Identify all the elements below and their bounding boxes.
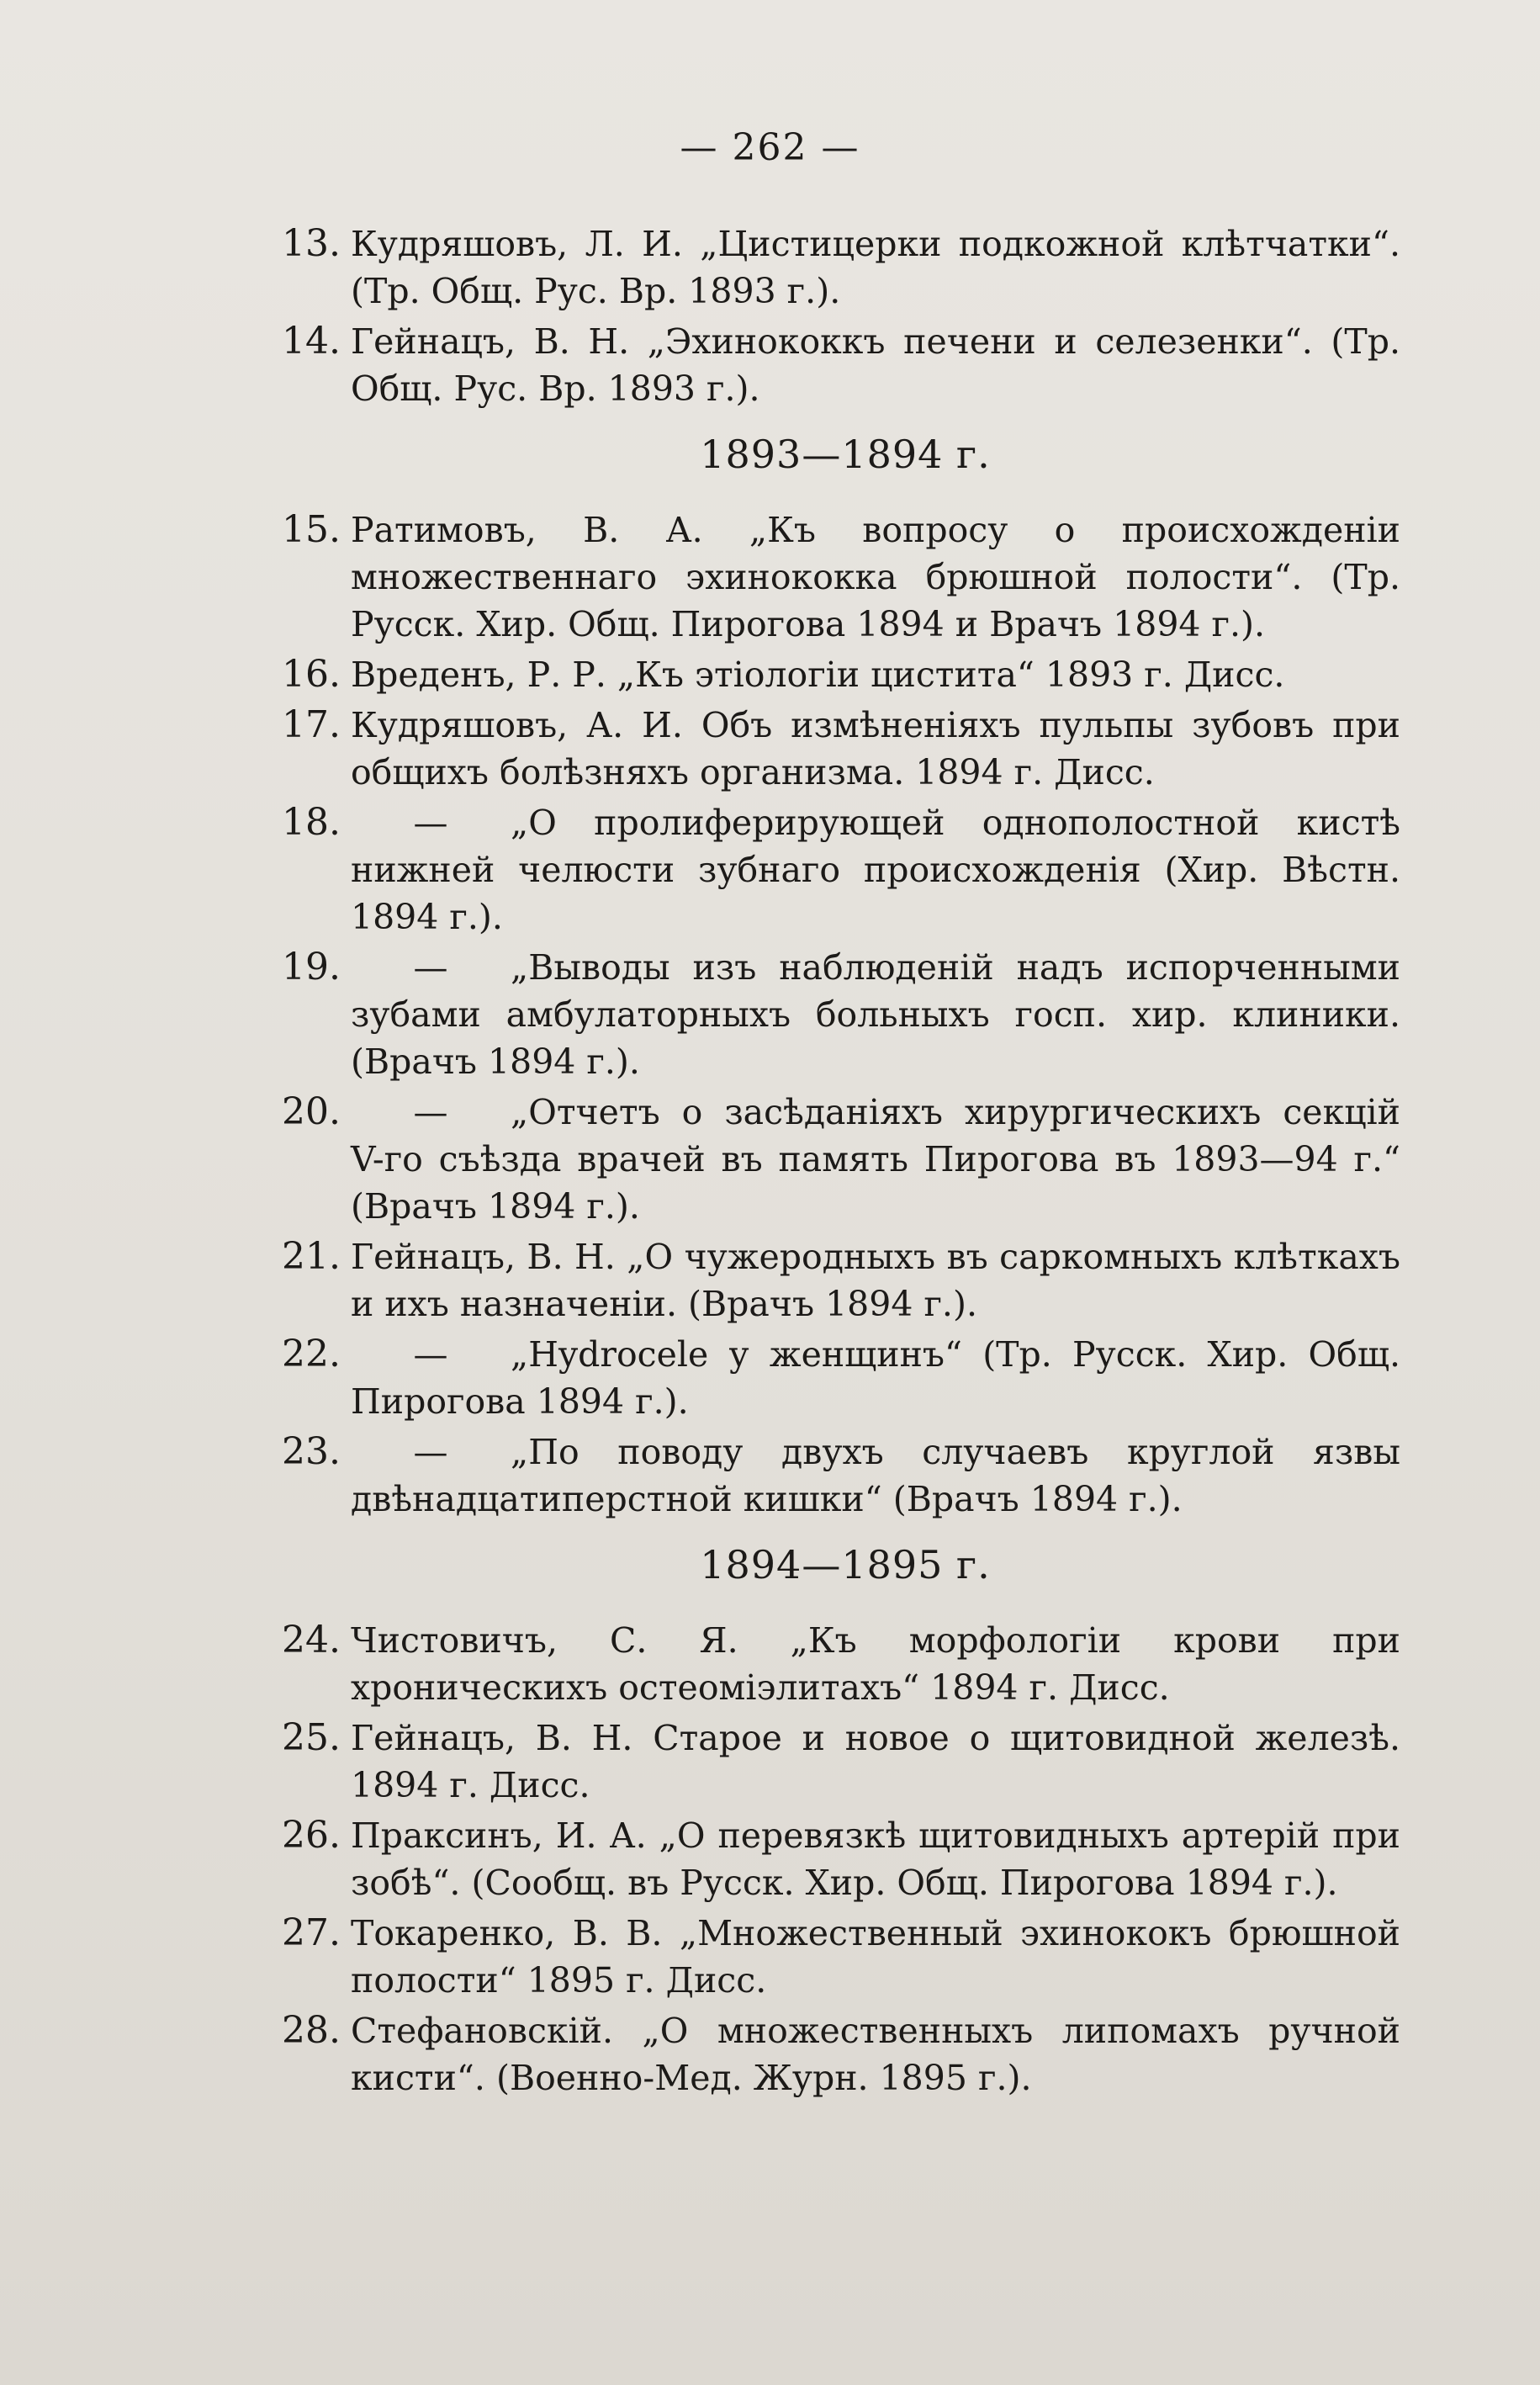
bibliography-list xyxy=(240,220,1400,2105)
entry-text-block xyxy=(351,1812,1400,1906)
entry-number: 25. xyxy=(282,1716,341,1759)
entry-number: 20. xyxy=(282,1090,341,1133)
entry-text-block xyxy=(351,651,1400,698)
entry-text: „По поводу двухъ случаевъ круглой язвы двѣнадцатиперстной кишки“ (Врачъ 1894 г.). xyxy=(351,1432,1400,1519)
entry-text-block xyxy=(351,1233,1400,1328)
entry-text-block xyxy=(351,220,1400,315)
entry-text: Кудряшовъ, А. И. Объ измѣненіяхъ пульпы зубовъ при общихъ болѣзняхъ организма. 1894 г. Дисс. xyxy=(351,705,1400,792)
entry-text-block xyxy=(351,1910,1400,2004)
ditto-dash: — xyxy=(413,803,448,843)
entry-number: 18. xyxy=(282,801,341,844)
entry-text: Токаренко, В. В. „Множественный эхинококъ брюшной полости“ 1895 г. Дисс. xyxy=(351,1913,1400,2001)
bibliography-entry xyxy=(240,702,1400,796)
bibliography-entry xyxy=(240,1812,1400,1906)
entry-number: 14. xyxy=(282,320,341,363)
bibliography-entry xyxy=(240,651,1400,698)
entry-text-block xyxy=(351,1428,1400,1523)
entry-text: „Выводы изъ наблюденій надъ испорченными зубами амбулаторныхъ больныхъ госп. хир. клиники. (Врачъ 1894 г.). xyxy=(351,947,1400,1082)
entry-number: 27. xyxy=(282,1911,341,1954)
ditto-dash: — xyxy=(413,947,448,988)
entry-number: 21. xyxy=(282,1235,341,1278)
entry-text: „Hydrocele у женщинъ“ (Тр. Русск. Хир. Общ. Пирогова 1894 г.). xyxy=(351,1334,1400,1422)
bibliography-entry xyxy=(240,1331,1400,1425)
bibliography-entry xyxy=(240,318,1400,412)
entry-text: „Отчетъ о засѣданіяхъ хирургическихъ секцій V-го съѣзда врачей въ память Пирогова въ 1893—94 г.“ (Врачъ 1894 г.). xyxy=(351,1092,1400,1227)
entry-number: 22. xyxy=(282,1333,341,1375)
bibliography-entry xyxy=(240,506,1400,648)
bibliography-entry xyxy=(240,799,1400,941)
entry-text: Ратимовъ, В. А. „Къ вопросу о происхожденіи множественнаго эхинококка брюшной полости“. (Тр. Русск. Хир. Общ. Пирогова 1894 и Врачъ 1894 г.). xyxy=(351,510,1400,644)
entry-text-block xyxy=(351,702,1400,796)
entry-text: Вреденъ, Р. Р. „Къ этіологіи цистита“ 1893 г. Дисс. xyxy=(351,655,1285,695)
ditto-dash: — xyxy=(413,1432,448,1472)
bibliography-entry xyxy=(240,1617,1400,1711)
entry-text: Чистовичъ, С. Я. „Къ морфологіи крови при хроническихъ остеоміэлитахъ“ 1894 г. Дисс. xyxy=(351,1620,1400,1708)
bibliography-entry xyxy=(240,944,1400,1085)
ditto-dash: — xyxy=(413,1092,448,1132)
ditto-dash: — xyxy=(413,1334,448,1375)
section-heading: 1894—1895 г. xyxy=(700,1542,991,1587)
bibliography-entry xyxy=(240,1089,1400,1230)
entry-text: Праксинъ, И. А. „О перевязкѣ щитовидныхъ артерій при зобѣ“. (Сообщ. въ Русск. Хир. Общ. Пирогова 1894 г.). xyxy=(351,1815,1400,1903)
entry-text: Кудряшовъ, Л. И. „Цистицерки подкожной клѣтчатки“. (Тр. Общ. Рус. Вр. 1893 г.). xyxy=(351,224,1400,311)
page-number: — 262 — xyxy=(680,126,860,169)
entry-number: 28. xyxy=(282,2009,341,2052)
entry-text: Гейнацъ, В. Н. Старое и новое о щитовидной железѣ. 1894 г. Дисс. xyxy=(351,1718,1400,1805)
bibliography-entry xyxy=(240,1233,1400,1328)
entry-number: 26. xyxy=(282,1814,341,1857)
entry-text-block xyxy=(351,506,1400,648)
entry-text-block xyxy=(351,2007,1400,2101)
entry-number: 15. xyxy=(282,508,341,551)
entry-text: Гейнацъ, В. Н. „О чужеродныхъ въ саркомныхъ клѣткахъ и ихъ назначеніи. (Врачъ 1894 г.). xyxy=(351,1237,1400,1324)
bibliography-entry xyxy=(240,2007,1400,2101)
entry-number: 17. xyxy=(282,703,341,746)
entry-number: 13. xyxy=(282,222,341,265)
entry-text-block xyxy=(351,318,1400,412)
bibliography-entry xyxy=(240,1715,1400,1809)
entry-number: 23. xyxy=(282,1430,341,1473)
bibliography-entry xyxy=(240,1910,1400,2004)
entry-text: Стефановскій. „О множественныхъ липомахъ ручной кисти“. (Военно-Мед. Журн. 1895 г.). xyxy=(351,2011,1400,2098)
entry-text-block xyxy=(351,1617,1400,1711)
entry-text: Гейнацъ, В. Н. „Эхинококкъ печени и селезенки“. (Тр. Общ. Рус. Вр. 1893 г.). xyxy=(351,321,1400,409)
entry-text-block xyxy=(351,944,1400,1085)
entry-text-block xyxy=(351,1331,1400,1425)
entry-number: 16. xyxy=(282,653,341,696)
section-heading: 1893—1894 г. xyxy=(700,432,991,477)
entry-text-block xyxy=(351,799,1400,941)
entry-text-block xyxy=(351,1715,1400,1809)
entry-text: „О пролиферирующей однополостной кистѣ нижней челюсти зубнаго происхожденія (Хир. Вѣстн. 1894 г.). xyxy=(351,803,1400,937)
bibliography-entry xyxy=(240,220,1400,315)
entry-number: 19. xyxy=(282,946,341,988)
bibliography-entry xyxy=(240,1428,1400,1523)
entry-number: 24. xyxy=(282,1619,341,1662)
entry-text-block xyxy=(351,1089,1400,1230)
